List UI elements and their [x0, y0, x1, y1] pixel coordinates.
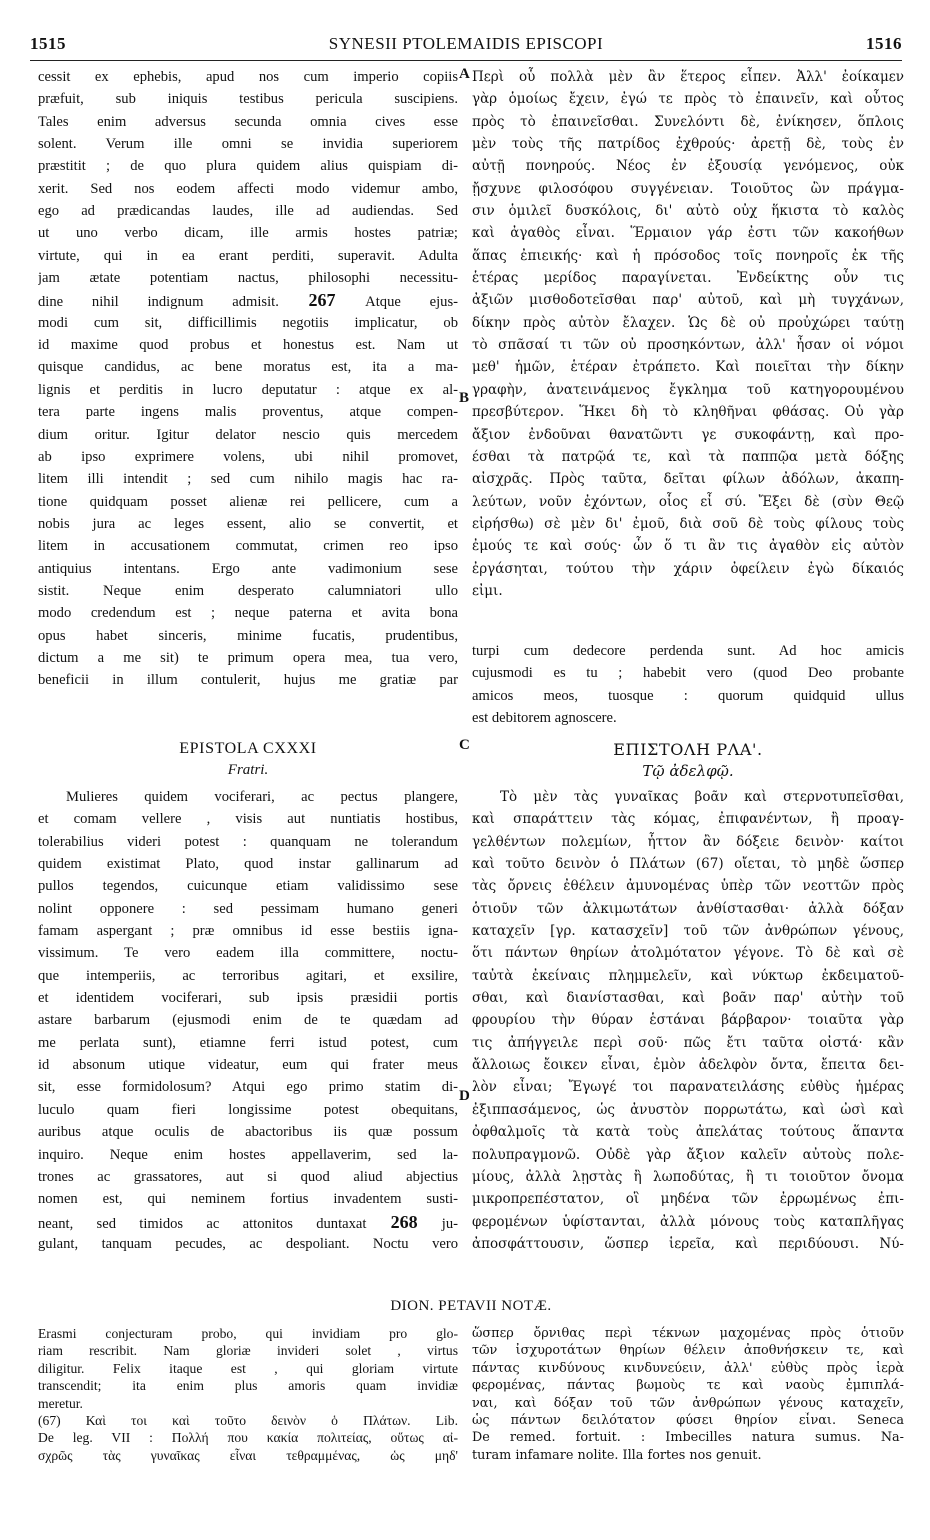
latin-text-right-continuation [472, 640, 904, 729]
text-line: ἀξιῶν μισθοδοτεῖσθαι παρ' αὐτοῦ, καὶ μὴ τυγχάνων, [472, 292, 904, 309]
text-line: ὀφθαλμοῖς τὰ κατὰ τοὺς ἀπελάτας τούτους ἅπαντα [472, 1124, 904, 1141]
text-line: trones ac grassatores, aut si quod aliud abjectius [38, 1168, 458, 1185]
text-line: εἰμι. [472, 582, 503, 599]
text-line: ταὐτὰ ἐκείναις πλημμελεῖν, καὶ νύκτωρ ἐκδειματοῦ- [472, 967, 904, 984]
text-line: πρὸς τὸ ἐπαινεῖσθαι. Συνελόντι δὲ, ἐνίκησεν, ὅπλοις [472, 113, 904, 130]
margin-marker-d: D [459, 1088, 470, 1104]
text-line: me perlata sunt), etiamne ferri istud potest, cum [38, 1034, 458, 1051]
text-line: καὶ τοῦτο δεινὸν ὁ Πλάτων (67) οἴεται, τὸ μηδὲ ὥσπερ [472, 856, 904, 873]
text-line: ἄξιον ἐνδοῦναι θανατῶντι γε συκοφάντῃ, καὶ προ- [472, 426, 904, 443]
text-line: præfuit, sub iniquis testibus pericula suscipiens. [38, 91, 458, 108]
text-line: σθαι, καὶ διανίστασθαι, καὶ βοᾶν παρ' αὐτὴν τοῦ [472, 990, 904, 1007]
text-line: Mulieres quidem vociferari, ac pectus plangere, [66, 789, 458, 805]
text-line: τῶν ἰσχυροτάτων θηρίων θέλειν ἀποθνήσκειν τε, καὶ [472, 1343, 904, 1359]
epistola-greek-subtitle: Τῷ ἀδελφῷ. [642, 762, 734, 780]
text-line: astare barbarum (ejusmodi enim de te quædam ad [38, 1012, 458, 1029]
text-line: neant, sed timidos ac attonitos duntaxat 268 ju- [38, 1211, 458, 1232]
text-line: φερομένων ὑφίστανται, ἀλλὰ μόνους τοὺς καταπλῆγας [472, 1213, 904, 1230]
text-line: σχρῶς τὰς γυναῖκας εἶναι τεθραμμένας, ὡς μηδ' [38, 1447, 458, 1463]
text-line: modi cum sit, difficillimis negotiis implicatur, ob [38, 314, 458, 331]
text-line: καὶ σπαράττειν τὰς κόμας, ἐπιφανέντων, ἢ προαγ- [472, 811, 904, 828]
text-fragment: ju- [441, 1215, 458, 1232]
text-line: ἀποσφάττουσιν, ὥσπερ ἱερεῖα, καὶ περιδύουσι. Νύ- [472, 1235, 904, 1252]
text-line: πρεσβύτερον. Ἥκει δὴ τὸ κληθῆναι φθάσας. Οὐ γὰρ [472, 404, 904, 421]
text-line: opus habet sinceris, minime fucatis, prudentibus, [38, 627, 458, 644]
text-line: turam infamare nolite. Illa fortes nos genuit. [472, 1447, 762, 1463]
text-line: et identidem vociferari, sub ipsis præsidii portis [38, 990, 458, 1007]
text-line: beneficii in illum contulerit, hujus me gratiæ par [38, 672, 458, 689]
text-line: ἐργάσηται, τούτου τὴν χάριν ὀφείλειν ἐγὼ δίκαιός [472, 560, 904, 577]
text-line: αὐτῇ πονηρούς. Νέος ἐν ἐξουσίᾳ γενόμενος, οὐκ [472, 158, 904, 175]
text-line: τὰς ὄρνεις ἐθέλειν ἀμυνομένας ὑπὲρ τῶν νεοττῶν πρὸς [472, 878, 904, 895]
text-line: τὸ σπᾶσαί τι τῶν οὐ προσηκόντων, ἀλλ' ἦσαν οἱ νόμοι [472, 337, 904, 354]
notes-title: DION. PETAVII NOTÆ. [390, 1298, 552, 1314]
text-line: quidem existimat Plato, quod instar gallinarum ad [38, 856, 458, 873]
text-line: antiquius intentans. Ergo ante vadimonium sese [38, 560, 458, 577]
epistola-greek-title: ΕΠΙΣΤΟΛΗ ΡΛΑ'. [613, 740, 763, 759]
page-number-left: 1515 [30, 34, 66, 53]
text-line: riam rescribit. Nam gloriæ invideri solet , virtus [38, 1343, 458, 1359]
column-number-268: 268 [366, 1211, 442, 1232]
text-line: nobis jura ac leges essent, alio se convertit, et [38, 515, 458, 532]
text-line: meretur. [38, 1395, 83, 1411]
epistola-latin-subtitle: Fratri. [227, 762, 269, 778]
text-line: sistit. Neque enim desperato calumniatori ullo [38, 582, 458, 599]
text-line: ὡς πάντων δειλότατον φύσει θηρίον εἶναι. Seneca [472, 1412, 904, 1428]
greek-text-bottom [472, 786, 904, 1255]
margin-marker-c: C [459, 737, 470, 753]
text-line: πάντας κινδύνους κινδυνεύειν, ἀλλ' εὐθὺς πρὸς ἱερὰ [472, 1360, 904, 1376]
text-line: nomen est, qui neminem fortius invadentem susti- [38, 1191, 458, 1208]
text-line: litem in accusationem commutat, crimen reo ipso [38, 538, 458, 555]
text-line: μικροπρεπέστατον, οἳ μηδένα τῶν ἐρρωμένως ἐπι- [472, 1191, 904, 1208]
text-line: tolerabilius videri potest : quanquam ne tolerandum [38, 833, 458, 850]
text-line: λεύτων, νοῦν ἐχόντων, οἷος εἶ σύ. Ἔξει δὲ (σὺν Θεῷ [472, 493, 904, 510]
text-line: Περὶ οὗ πολλὰ μὲν ἂν ἕτερος εἶπεν. Ἀλλ' ἐοίκαμεν [472, 69, 904, 85]
text-line: solent. Verum ille omni se invidia superiorem [38, 136, 458, 153]
text-line: gulant, tanquam pecudes, ac despoliant. Noctu vero [38, 1235, 458, 1252]
text-line: dictum a me sit) te primum opera mea, tua vero, [38, 649, 458, 666]
text-line: sit, esse formidolosum? Atqui ego primo statim di- [38, 1079, 458, 1096]
text-line: cessit ex ephebis, apud nos cum imperio copiis [38, 69, 458, 85]
text-line: ὁτιοῦν τῶν ἀλκιμωτάτων ἀνθίστασθαι· ἀλλὰ δόξαν [472, 900, 904, 917]
text-line: luculo quam fieri longissime potest obequitans, [38, 1101, 458, 1118]
text-line: Tales enim adversus secunda omnia cives esse [38, 113, 458, 130]
latin-text-bottom [38, 786, 458, 1255]
text-line: nolint opponere : sed pessimam humano generi [38, 900, 458, 917]
text-line: ab ipso exprimere volens, ubi nihil promovet, [38, 448, 458, 465]
text-line: turpi cum dedecore perdenda sunt. Ad hoc amicis [472, 643, 904, 659]
text-line: est debitorem agnoscere. [472, 710, 617, 727]
text-line: præstitit ; de quo plura quidem alius quispiam di- [38, 158, 458, 175]
text-line: pullos tegendos, cuicunque etiam validissimo sese [38, 878, 458, 895]
text-line: quisque candidus, ac bene moratus est, ita a ma- [38, 359, 458, 376]
text-line: dium oritur. Igitur delator nescio quis mercedem [38, 426, 458, 443]
text-line: famam aspergant ; præ omnibus id esse bestiis igna- [38, 923, 458, 940]
text-fragment: Atque ejus- [365, 294, 458, 311]
notes-right-column [472, 1325, 904, 1464]
text-line: έσθαι τὰ πατρῷά τε, καὶ τὰ παππῷα μετὰ δόξης [472, 448, 904, 465]
running-title: SYNESII PTOLEMAIDIS EPISCOPI [328, 34, 604, 53]
text-line: ἐξιππασάμενος, ὡς ἀνυστὸν πορρωτάτω, καὶ ὠσὶ καὶ [472, 1101, 904, 1118]
text-line: γὰρ ὁμοίως ἔχειν, ἐγώ τε πρὸς τὸ ἐπαινεῖν, καὶ οὗτος [472, 91, 904, 108]
text-line: (67) Καὶ τοι καὶ τοῦτο δεινὸν ὁ Πλάτων. Lib. [38, 1412, 458, 1428]
text-line: litem illi intendit ; sed cum nihilo magis hac ra- [38, 471, 458, 488]
text-line: ego ad prædicandas laudes, ille ad audiendas. Sed [38, 203, 458, 220]
text-line: xerit. Sed nos eodem affecti modo videmur ambo, [38, 180, 458, 197]
text-line: καταχεῖν [γρ. κατασχεῖν] τοῦ τῶν ἀνθρώπων γένους, [472, 923, 904, 940]
greek-text-top [472, 66, 904, 602]
text-line: Erasmi conjecturam probo, qui invidiam pro glo- [38, 1326, 458, 1341]
text-line: cujusmodi es tu ; habebit vero (quod Deo probante [472, 665, 904, 682]
text-line: auribus atque oculis de abactoribus iis quæ possum [38, 1124, 458, 1141]
text-line: id absonum utique videatur, eum qui frater meus [38, 1057, 458, 1074]
text-line: lignis et perditis in lucro deputatur : atque ex al- [38, 381, 458, 398]
text-line: inquiro. Neque enim hostes appellaverim, sed la- [38, 1146, 458, 1163]
text-line: ἑτέρας μερίδος παραγίνεται. Ἐνδείκτης οὖν τις [472, 270, 904, 287]
text-line: tione quidquam posset alienæ rei pellicere, cum a [38, 493, 458, 510]
text-line: μεθ' ἡμῶν, ἑτέραν ἐτράπετο. Καὶ ποιεῖται τὴν δίκην [472, 359, 904, 376]
latin-text-top [38, 66, 458, 692]
text-line: que intemperiis, ac terroribus agitari, et exsilire, [38, 967, 458, 984]
text-line: id maxime quod probus et honestus est. Nam ut [38, 337, 458, 354]
text-line: πολυπραγμονῶ. Οὐδὲ γὰρ ἄξιον καλεῖν αὐτοὺς πολε- [472, 1146, 904, 1163]
text-line: γραφὴν, ἀνατεινάμενος ἔγκλημα τοῦ κατηγορουμένου [472, 381, 904, 398]
text-line: εἰρήσθω) σὲ μὲν δι' ἐμοῦ, διὰ σοῦ δὲ τοὺς φίλους τοὺς [472, 515, 904, 532]
text-line: μὲν τοὺς τῆς πατρίδος ἐχθρούς· ἀρετῇ δὲ, τοὺς ἐν [472, 136, 904, 153]
notes-left-column [38, 1325, 458, 1464]
text-line: et comam vellere , visis aut nuntiatis hostibus, [38, 811, 458, 828]
text-line: De remed. fortuit. : Imbecilles natura sumus. Na- [472, 1430, 904, 1446]
text-line: γελθέντων πολεμίων, ἧττον ἂν δόξειε δεινὸν· καίτοι [472, 833, 904, 850]
text-line: ἄλλοιως ἔοικεν εἶναι, ἐμὸν ἀδελφὸν ὄντα, ἔπειτα δει- [472, 1057, 904, 1074]
text-line: vissimum. Te vero eadem illa committere, noctu- [38, 945, 458, 962]
text-line: ἐμούς τε καὶ σούς· ὧν ὅ τι ἂν τις ἀγαθὸν εἰς αὐτὸν [472, 538, 904, 555]
text-line: transcendit; ita enim plus amoris quam invidiæ [38, 1378, 458, 1394]
text-line: modo credendum est ; neque paterna et avita bona [38, 605, 458, 622]
epistola-latin-title: EPISTOLA CXXXI [179, 740, 317, 757]
text-line: ᾔσχυνε φιλοσόφου συγγένειαν. Τοιοῦτος ὢν πράγμα- [472, 180, 904, 197]
text-line: μίους, ἀλλὰ λῃστὰς ἢ λωποδύτας, ἢ τι τοιοῦτον ὄνομα [472, 1168, 904, 1185]
text-line: δίκην πρὸς αὐτὸν ἔλαχεν. Ὡς δὲ οὐ προὐχώρει ταύτῃ [472, 314, 904, 331]
margin-marker-a: A [459, 66, 470, 82]
running-header [30, 34, 902, 61]
text-line: amicos meos, tuosque : quorum quidquid ullus [472, 687, 904, 704]
text-line: De leg. VII : Πολλή που κακία πολιτείας, οὕτως αἰ- [38, 1430, 458, 1446]
text-line: αἰσχρᾶς. Πρὸς ταῦτα, δεῖται φίλων ἀδόλων, ἀκαπη- [472, 471, 904, 488]
column-number-267: 267 [278, 290, 366, 311]
margin-marker-b: B [459, 390, 470, 406]
text-line: λὸν εἶναι; Ἔγωγέ τοι παρανατειλάσης εὐθὺς ἡμέρας [472, 1079, 904, 1096]
text-line: dine nihil indignum admisit. 267 Atque ejus- [38, 290, 458, 311]
text-line: ὥσπερ ὄρνιθας περὶ τέκνων μαχομένας πρὸς ὁτιοῦν [472, 1326, 904, 1341]
text-line: καὶ ἀγαθὸς εἶναι. Ἕρμαιον γάρ ἐστι τῶν κακοήθων [472, 225, 904, 242]
text-line: φερομένας, πάντας βωμοὺς τε καὶ ναοὺς ἐμπιπλά- [472, 1378, 904, 1394]
text-line: φρουρίου τὴν θύραν ἑστάναι βάρβαρον· τοιαῦτα γὰρ [472, 1012, 904, 1029]
page-number-right: 1516 [866, 34, 902, 53]
text-line: ἅπας ἐπιεικής· καὶ ἡ πρόσοδος τοῖς πονηροῖς ἐκ τῆς [472, 247, 904, 264]
text-line: σιν ὁμιλεῖ δυσκόλοις, δι' αὐτὸ οὐχ ἥκιστα τὸ καλὸς [472, 203, 904, 220]
text-line: ναι, καὶ δόξαν τοῦ τῶν ἀνθρώπων γένους καταχεῖν, [472, 1395, 904, 1411]
text-line: jam ætate potentiam nactus, philosophi necessitu- [38, 270, 458, 287]
text-line: ὅτι πάντων θηρίων ἀτολμότατον γέγονε. Τὸ δὲ καὶ σὲ [472, 945, 904, 962]
text-line: Τὸ μὲν τὰς γυναῖκας βοᾶν καὶ στερνοτυπεῖσθαι, [500, 789, 904, 805]
text-line: tera parte ingens malis proventus, atque compen- [38, 404, 458, 421]
text-line: ut uno verbo dicam, ille armis hostes patriæ; [38, 225, 458, 242]
text-line: virtute, qui in ea erant perditi, superavit. Adulta [38, 247, 458, 264]
text-line: diligitur. Felix itaque est , qui gloriam virtute [38, 1360, 458, 1376]
text-line: τις ἀπήγγειλε περὶ σοῦ· πῶς ἔτι ταῦτα οἰστά· κἂν [472, 1034, 904, 1051]
